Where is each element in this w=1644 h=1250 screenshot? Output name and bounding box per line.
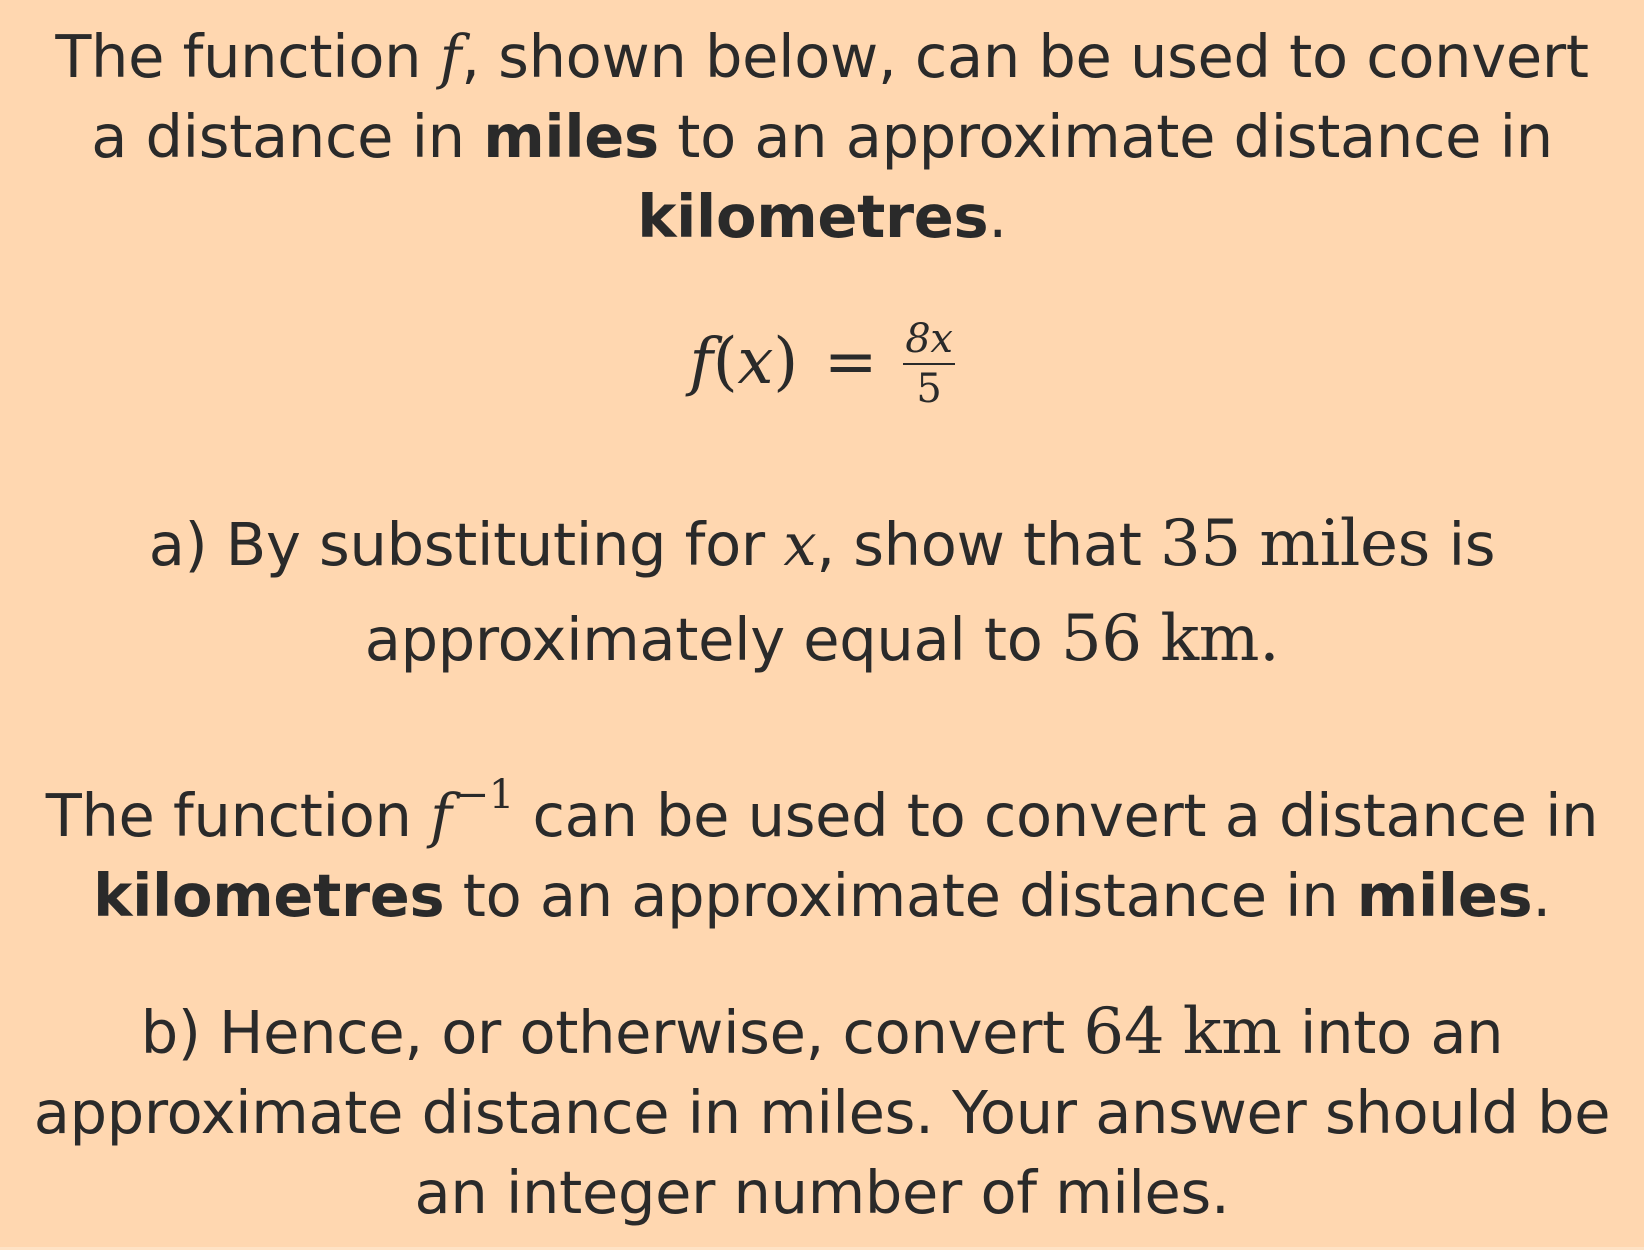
intro-text: , shown below, can be used to convert a distance in bbox=[91, 22, 1589, 171]
formula-paren: ) bbox=[773, 325, 798, 399]
inverse-paragraph bbox=[30, 755, 1614, 936]
inverse-text: can be used to convert a distance in bbox=[514, 781, 1599, 850]
formula-fraction bbox=[903, 317, 954, 411]
function-name: f bbox=[439, 22, 462, 91]
km-unit: km bbox=[1182, 995, 1282, 1069]
fraction-denominator: 5 bbox=[916, 366, 942, 412]
fraction-numerator: 8x bbox=[903, 317, 954, 365]
intro-text: to an approximate distance in bbox=[658, 102, 1553, 171]
bold-kilometres: kilometres bbox=[93, 861, 445, 930]
part-a-text: a) By substituting for bbox=[148, 510, 784, 579]
part-b-paragraph bbox=[30, 992, 1614, 1233]
intro-text: . bbox=[988, 182, 1007, 251]
bold-miles: miles bbox=[483, 102, 659, 171]
miles-unit: miles bbox=[1259, 507, 1431, 581]
inverse-text: The function bbox=[45, 781, 431, 850]
formula-row bbox=[30, 313, 1614, 433]
km-unit: km bbox=[1160, 602, 1260, 676]
formula bbox=[689, 313, 954, 411]
part-b-text: into an approximate distance in miles. Your answer should be an integer number of miles. bbox=[33, 998, 1611, 1227]
inverse-text: . bbox=[1532, 861, 1551, 930]
km-value: 56 bbox=[1061, 602, 1142, 676]
formula-equals: = bbox=[823, 325, 878, 399]
intro-paragraph bbox=[30, 17, 1614, 257]
part-a-text: , show that bbox=[816, 510, 1161, 579]
bold-kilometres: kilometres bbox=[637, 182, 989, 251]
inverse-superscript: −1 bbox=[455, 772, 514, 818]
variable-x: x bbox=[783, 510, 817, 579]
bold-miles: miles bbox=[1356, 861, 1533, 930]
formula-variable: x bbox=[737, 325, 774, 399]
formula-paren: ( bbox=[712, 325, 738, 399]
inverse-text: to an approximate distance in bbox=[444, 861, 1357, 930]
intro-text: The function bbox=[55, 22, 440, 91]
formula-function: f bbox=[689, 325, 713, 399]
miles-value: 35 bbox=[1160, 507, 1241, 581]
part-b-text: b) Hence, or otherwise, convert bbox=[140, 998, 1084, 1067]
part-a-text: is approximately equal to bbox=[364, 510, 1496, 674]
function-name: f bbox=[430, 781, 452, 850]
part-a-text: . bbox=[1259, 602, 1280, 676]
km-value: 64 bbox=[1083, 995, 1165, 1069]
part-a-paragraph bbox=[30, 497, 1614, 687]
